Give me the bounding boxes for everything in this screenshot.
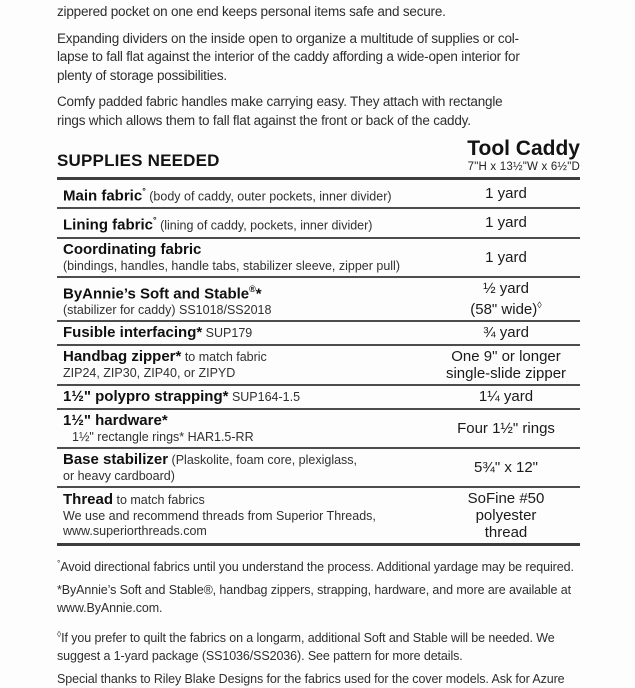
- row-title-line: [63, 348, 432, 366]
- intro-paragraphs: [57, 3, 580, 130]
- paragraph-line: Comfy padded fabric handles make carrying easy. They attach with rectangle: [57, 94, 503, 109]
- row-title-note: SUP164-1.5: [228, 389, 301, 404]
- row-subtext: 1½" rectangle rings* HAR1.5-RR: [72, 429, 254, 444]
- footnote-line: *ByAnnie’s Soft and Stable®, handbag zippers, strapping, hardware, and more are available at: [57, 583, 571, 598]
- qty-line: ½ yard: [483, 279, 529, 297]
- table-row: [57, 276, 580, 320]
- qty-line: Four 1½" rings: [457, 419, 555, 437]
- row-title-line: [63, 451, 432, 469]
- row-label-cell: [57, 324, 432, 342]
- product-header: [467, 138, 580, 174]
- table-row: [57, 486, 580, 543]
- footnote-marker: °: [57, 557, 61, 568]
- row-qty-cell: [432, 249, 580, 266]
- qty-line: thread: [484, 523, 528, 541]
- row-title-line: [63, 280, 432, 303]
- table-row: [57, 447, 580, 486]
- paragraph-line: rings which allows them to fall flat against the front or back of the caddy.: [57, 112, 471, 128]
- row-label-cell: [57, 412, 432, 445]
- row-title-line: [63, 182, 432, 205]
- supplies-header: [57, 138, 580, 174]
- row-title-line: [63, 241, 432, 259]
- footnote-line: suggest a 1-yard package (SS1036/SS2036). See pattern for more details.: [57, 649, 463, 664]
- paragraph-line: plenty of storage possibilities.: [57, 67, 227, 83]
- footnote-line: Special thanks to Riley Blake Designs for the fabrics used for the cover models. Ask for Azure: [57, 672, 565, 687]
- row-qty-cell: [432, 280, 580, 318]
- row-title-note: (Plaskolite, foam core, plexiglass,: [168, 452, 358, 467]
- row-title-superscript: ®: [249, 283, 256, 294]
- product-name: Tool Caddy: [467, 137, 580, 160]
- qty-line: ¾ yard: [483, 324, 529, 342]
- row-qty-cell: [432, 490, 580, 541]
- row-title: Fusible interfacing*: [63, 323, 203, 341]
- supplies-table: [57, 177, 580, 546]
- row-title: Lining fabric: [63, 216, 153, 234]
- table-row: [57, 180, 580, 207]
- qty-line: single-slide zipper: [445, 364, 567, 382]
- table-row: [57, 320, 580, 344]
- row-subtext: ZIP24, ZIP30, ZIP40, or ZIPYD: [63, 366, 236, 381]
- row-title: Coordinating fabric: [63, 240, 202, 258]
- row-title-line: [63, 324, 432, 342]
- row-label-cell: [57, 241, 432, 274]
- row-title: Main fabric: [63, 187, 143, 205]
- qty-line: 1 yard: [485, 214, 527, 232]
- qty-line: (58" wide)◊: [470, 299, 542, 318]
- row-label-cell: [57, 388, 432, 406]
- row-qty-cell: [432, 214, 580, 231]
- row-title-note: to match fabric: [181, 350, 267, 365]
- row-title: ByAnnie’s Soft and Stable: [63, 284, 250, 302]
- row-title: 1½" polypro strapping*: [63, 387, 229, 405]
- row-label-cell: [57, 491, 432, 539]
- footnote-line: ◊If you prefer to quilt the fabrics on a longarm, additional Soft and Stable will be needed. We: [57, 629, 555, 646]
- section-title: SUPPLIES NEEDED: [57, 151, 220, 170]
- row-qty-cell: [432, 459, 580, 476]
- row-label-cell: [57, 280, 432, 318]
- footnote-marker: ◊: [57, 629, 62, 640]
- intro-paragraph: [57, 3, 580, 22]
- intro-paragraph: [57, 93, 580, 130]
- row-subtext: www.superiorthreads.com: [63, 524, 207, 539]
- footnote-line: °Avoid directional fabrics until you understand the process. Additional yardage may be required.: [57, 557, 574, 575]
- paragraph-line: zippered pocket on one end keeps personal items safe and secure.: [57, 4, 446, 19]
- footnotes: [57, 554, 580, 688]
- product-dimensions: 7"H x 13½"W x 6½"D: [467, 161, 580, 173]
- row-title-line: [63, 412, 432, 430]
- qty-line: 5¾" x 12": [473, 458, 539, 476]
- row-title-line: [63, 491, 432, 509]
- row-title-note: SUP179: [202, 325, 253, 340]
- qty-line: 1 yard: [485, 248, 527, 266]
- row-title-line: [63, 388, 432, 406]
- row-qty-cell: [432, 420, 580, 437]
- row-qty-cell: [432, 185, 580, 202]
- footnote: [57, 554, 580, 576]
- row-label-cell: [57, 182, 432, 205]
- row-title-superscript: °: [153, 215, 157, 226]
- qty-line: 1¼ yard: [478, 388, 534, 406]
- row-title-note: (body of caddy, outer pockets, inner divider): [145, 189, 392, 204]
- row-subtext: We use and recommend threads from Superior Threads,: [63, 509, 376, 524]
- row-title-suffix: *: [255, 284, 262, 302]
- row-title-superscript: °: [142, 186, 146, 196]
- row-title-note: to match fabrics: [113, 493, 205, 508]
- footnote: [57, 625, 580, 665]
- row-subtext: (bindings, handles, handle tabs, stabilizer sleeve, zipper pull): [63, 258, 400, 273]
- row-title: Handbag zipper*: [63, 348, 182, 366]
- intro-paragraph: [57, 30, 580, 86]
- table-row: [57, 207, 580, 236]
- row-title: Base stabilizer: [63, 450, 169, 468]
- footnote: [57, 670, 580, 688]
- table-row: [57, 344, 580, 384]
- row-label-cell: [57, 211, 432, 234]
- row-qty-cell: [432, 324, 580, 341]
- row-subtext: (stabilizer for caddy) SS1018/SS2018: [63, 302, 272, 317]
- qty-line: One 9" or longer: [451, 347, 561, 365]
- paragraph-line: lapse to fall flat against the interior of the caddy affording a wide-open interior for: [57, 49, 520, 64]
- row-title: Thread: [63, 491, 114, 509]
- row-qty-cell: [432, 348, 580, 382]
- qty-line: SoFine #50: [467, 489, 545, 507]
- table-row: [57, 237, 580, 276]
- footnote-line: www.ByAnnie.com.: [57, 601, 163, 616]
- row-title-line: [63, 211, 432, 234]
- paragraph-line: Expanding dividers on the inside open to organize a multitude of supplies or col-: [57, 30, 519, 46]
- row-subtext: or heavy cardboard): [63, 468, 175, 483]
- row-qty-cell: [432, 388, 580, 405]
- table-row: [57, 384, 580, 408]
- qty-line: polyester: [475, 506, 537, 524]
- row-label-cell: [57, 451, 432, 484]
- row-title: 1½" hardware*: [63, 411, 168, 429]
- row-label-cell: [57, 348, 432, 381]
- qty-line: 1 yard: [485, 185, 527, 203]
- footnote: [57, 581, 580, 617]
- row-title-note: (lining of caddy, pockets, inner divider): [156, 218, 373, 233]
- qty-superscript: ◊: [537, 299, 542, 310]
- table-row: [57, 408, 580, 447]
